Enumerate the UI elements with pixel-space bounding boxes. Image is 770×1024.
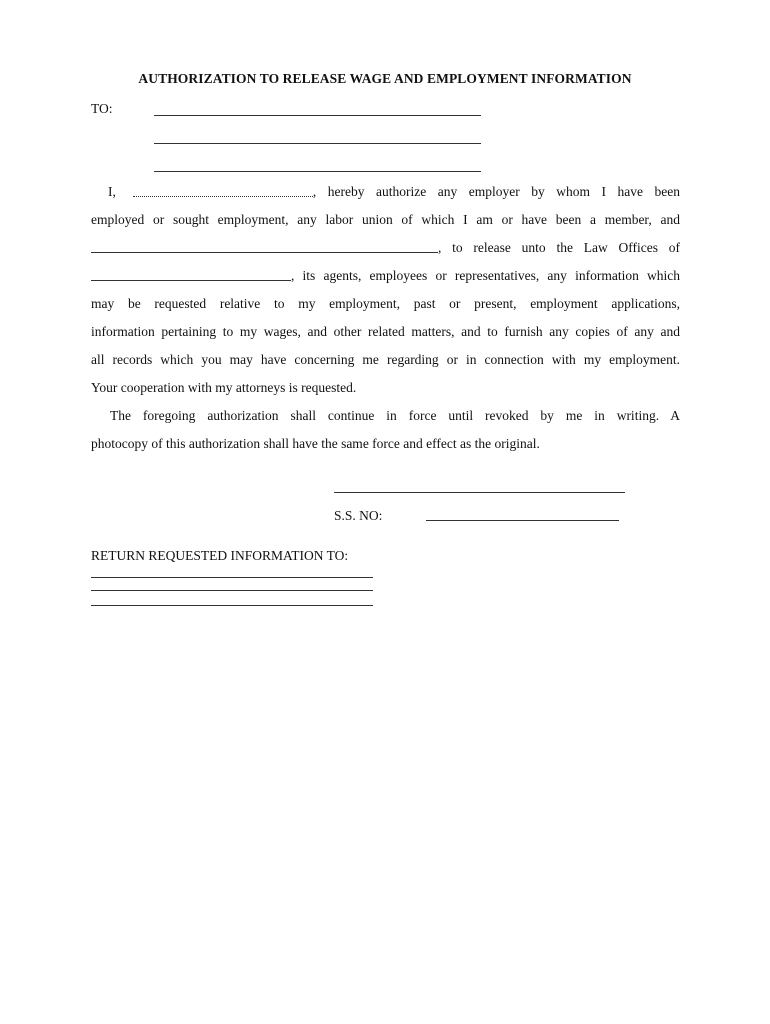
return-address-line-3[interactable] (91, 605, 373, 606)
paragraph-line-5: may be requested relative to my employment, past or present, employment applications, (91, 296, 680, 311)
revocation-line-2: photocopy of this authorization shall have the same force and effect as the original. (91, 436, 540, 451)
paragraph-line-1 (91, 178, 680, 206)
document-title: AUTHORIZATION TO RELEASE WAGE AND EMPLOYMENT INFORMATION (138, 71, 632, 86)
ss-number-field[interactable] (426, 520, 619, 521)
return-address-line-1[interactable] (91, 577, 373, 578)
paragraph-line-6: information pertaining to my wages, and other related matters, and to furnish any copies of any and (91, 324, 680, 339)
ss-number-label: S.S. NO: (334, 508, 383, 523)
union-name-field[interactable] (91, 252, 438, 253)
to-address-line-2[interactable] (154, 143, 481, 144)
paragraph-line-3-text: , to release unto the Law Offices of (438, 240, 680, 255)
signature-line[interactable] (334, 492, 625, 493)
paragraph-line-8: Your cooperation with my attorneys is requested. (91, 380, 357, 395)
paragraph-line-7: all records which you may have concerning me regarding or in connection with my employment. (91, 352, 680, 367)
paragraph-line-2: employed or sought employment, any labor union of which I am or have been a member, and (91, 212, 680, 227)
name-field[interactable] (133, 196, 313, 197)
law-office-name-field[interactable] (91, 280, 291, 281)
return-information-label: RETURN REQUESTED INFORMATION TO: (91, 548, 349, 563)
to-address-line-3[interactable] (154, 171, 481, 172)
to-label: TO: (91, 101, 113, 116)
paragraph-line-1-text: , hereby authorize any employer by whom I have been (312, 184, 680, 199)
revocation-paragraph (91, 402, 680, 458)
authorization-paragraph (91, 178, 680, 402)
return-address-line-2[interactable] (91, 590, 373, 591)
paragraph-line-1-prefix: I, (108, 184, 116, 199)
to-address-line-1[interactable] (154, 115, 481, 116)
paragraph-line-4-text: , its agents, employees or representatives, any information which (291, 268, 680, 283)
revocation-line-1: The foregoing authorization shall continue in force until revoked by me in writing. A (110, 408, 680, 423)
paragraph-line-3 (91, 234, 680, 262)
paragraph-line-4 (91, 262, 680, 290)
